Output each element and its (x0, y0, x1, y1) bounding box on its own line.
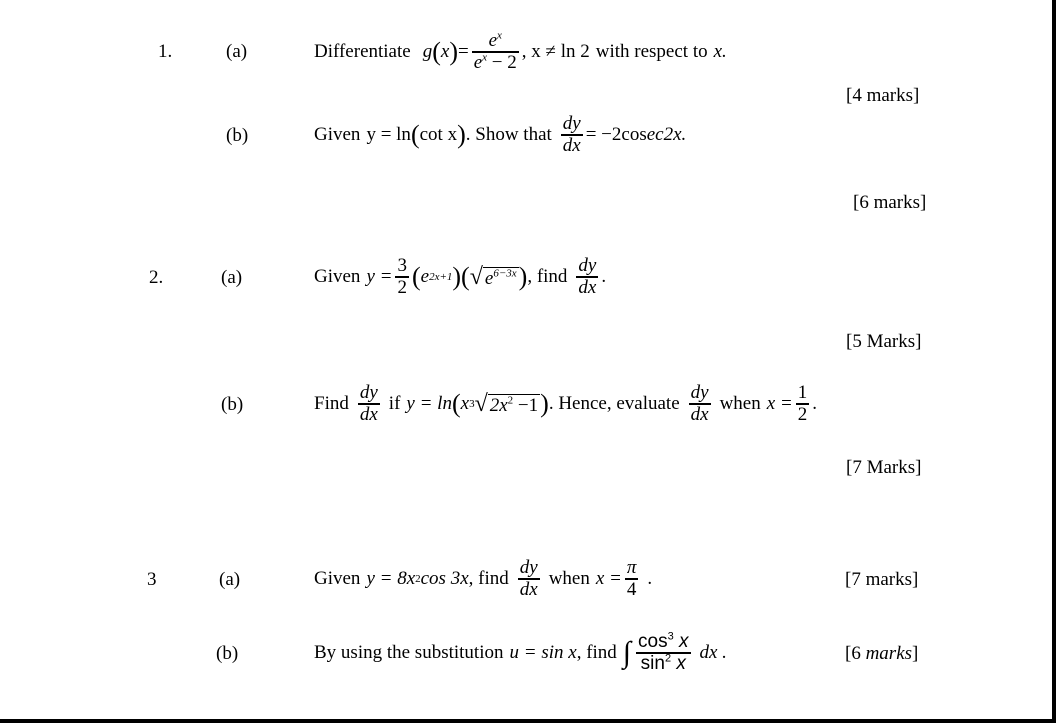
q1a-x-end: x. (713, 41, 727, 62)
q1a-marks: [4 marks] (846, 85, 920, 106)
q2a-num: 3 (397, 255, 407, 277)
q2a-label: (a) (221, 267, 243, 288)
q3a-label: (a) (219, 569, 241, 590)
q2b-text: Find $\frac{dy}{dx}$ if y = ln ( x 3 √ $2x^2 -1$ ) . Hence, evaluate $\frac{dy}{dx}$ when x = $\frac{1}{2}$ . (314, 382, 817, 425)
q2a-derivative (576, 256, 598, 297)
q1b-word: Given (314, 124, 361, 145)
q3a-find: , find (468, 568, 509, 589)
q2a-dx: dx (578, 276, 597, 298)
page-edge-right (1052, 0, 1056, 723)
q3a-four: 4 (626, 578, 637, 600)
q2a-e2-sup: 6−3x (493, 267, 517, 280)
q3b-cos-sup: 3 (667, 631, 674, 644)
integral-sign: ∫ (622, 636, 632, 669)
q2b-xeq: x = (766, 393, 793, 414)
q2b-rad: 2x (489, 395, 508, 416)
q1a-fraction (472, 31, 519, 72)
q2a-find: , find (527, 266, 568, 287)
q3a-dx: dx (519, 578, 538, 600)
q2b-half-num: 1 (797, 382, 808, 404)
q2b-rad-sup: 2 (507, 394, 514, 407)
q2a-dy: dy (578, 255, 597, 277)
q1a-x: x (440, 41, 450, 62)
q2a-text: Given y = $\frac{3}{2}$ ( e 2x+1 ) ( √ $e^{6-3x}$ ) , find $\frac{dy}{dx}$ . (314, 255, 607, 298)
q1a-g: g (422, 41, 433, 62)
q2b-dy: dy (359, 382, 378, 404)
q2b-hence: . Hence, evaluate (548, 393, 680, 414)
q2b-end: . (812, 393, 817, 414)
page-edge-bottom (0, 719, 1056, 723)
q1b-dx: dx (562, 134, 581, 156)
q1a-den-rest: − 2 (487, 51, 517, 73)
q1b-rhs2: ec2x. (646, 124, 687, 145)
q2b-half (796, 383, 810, 424)
q2b-label: (b) (221, 394, 244, 415)
q1b-label: (b) (226, 125, 249, 146)
question-1-number: 1. (158, 41, 173, 62)
q3b-sin-sup: 2 (664, 652, 672, 665)
q1b-dy: dy (562, 113, 581, 135)
q3b-den-x: x (671, 652, 686, 674)
q2b-dy2: dy (690, 382, 709, 404)
q2b-y: y = ln (406, 393, 452, 414)
q1b-expr: y = ln (366, 124, 411, 145)
q2b-when: when (719, 393, 761, 414)
q2a-word: Given (314, 266, 361, 287)
q3a-when: when (548, 568, 590, 589)
q1b-text: Given y = ln ( cot x ) . Show that $\frac{dy}{dx}$ = −2cos ec2x. (314, 113, 687, 156)
q3b-marks-word: marks (865, 643, 913, 664)
q3b-cos: cos (638, 631, 668, 653)
question-3-number: 3 (147, 569, 157, 590)
q1a-num-sup: x (497, 30, 502, 43)
q1a-word2: with respect to (595, 41, 708, 62)
q3b-marks (845, 643, 918, 665)
q2a-coefficient (395, 256, 409, 297)
q3b-marks-close: ] (912, 643, 919, 664)
q2b-marks: [7 Marks] (846, 457, 922, 478)
q1b-derivative (561, 114, 583, 155)
q3b-marks-open: [6 (845, 643, 866, 664)
q3a-xeq: x = (595, 568, 622, 589)
q3b-label: (b) (216, 643, 239, 664)
q3a-pi: π (626, 557, 637, 579)
q3b-substitution: u = sin x (509, 642, 577, 663)
question-2-number: 2. (149, 267, 164, 288)
q2a-end: . (601, 266, 607, 287)
q2b-derivative (358, 383, 380, 424)
q3b-dx: dx . (699, 642, 727, 663)
q2b-dx: dx (359, 403, 378, 425)
q2b-if: if (388, 393, 401, 414)
q3a-dy: dy (519, 557, 538, 579)
q2a-e2: e (484, 268, 494, 289)
q3b-integrand (636, 632, 690, 673)
q1b-marks: [6 marks] (853, 192, 927, 213)
q1a-text: Differentiate g ( x ) = $\frac{e^x}{e^x - 2}$ , x ≠ ln 2 with respect to x. (314, 30, 727, 73)
q3a-pi-over-4 (625, 558, 639, 599)
q3a-expr: y = 8x (366, 568, 416, 589)
q1b-arg: cot x (419, 124, 458, 145)
q1a-label: (a) (226, 41, 248, 62)
q2b-derivative-2 (689, 383, 711, 424)
q2b-word: Find (314, 393, 349, 414)
q2a-den: 2 (397, 276, 407, 298)
q3a-marks: [7 marks] (845, 569, 919, 590)
q3a-derivative (518, 558, 540, 599)
q1a-den-e: e (473, 51, 483, 73)
q1a-num-e: e (488, 30, 498, 52)
q3b-text (314, 624, 727, 682)
q2a-marks: [5 Marks] (846, 331, 922, 352)
q3b-find: , find (576, 642, 617, 663)
q2a-y: y = (366, 266, 393, 287)
q1b-rhs: = −2cos (585, 124, 647, 145)
q1a-condition: , x ≠ ln 2 (521, 41, 590, 62)
q1b-show: . Show that (465, 124, 552, 145)
q2b-rad-rest: −1 (513, 395, 539, 416)
q2b-half-den: 2 (797, 403, 808, 425)
q2b-x: x (460, 393, 470, 414)
q3b-sin: sin (640, 652, 665, 674)
q3b-words: By using the substitution (314, 642, 504, 663)
q2b-sqrt: √ $2x^2 -1$ (474, 391, 539, 417)
q2b-dx2: dx (690, 403, 709, 425)
q2a-e1: e (420, 266, 430, 287)
q3a-expr-rest: cos 3x (420, 568, 469, 589)
q1a-eq: = (458, 41, 469, 62)
q3a-word: Given (314, 568, 361, 589)
q1a-den-sup: x (482, 51, 488, 64)
q2a-sqrt: √ $e^{6-3x}$ (469, 264, 517, 290)
q1a-word: Differentiate (314, 41, 411, 62)
q3b-num-x: x (673, 631, 689, 653)
q3a-end: . (647, 568, 653, 589)
q3a-text: Given y = 8x 2 cos 3x , find $\frac{dy}{dx}$ when x = $\frac{\pi}{4}$ . (314, 557, 653, 600)
